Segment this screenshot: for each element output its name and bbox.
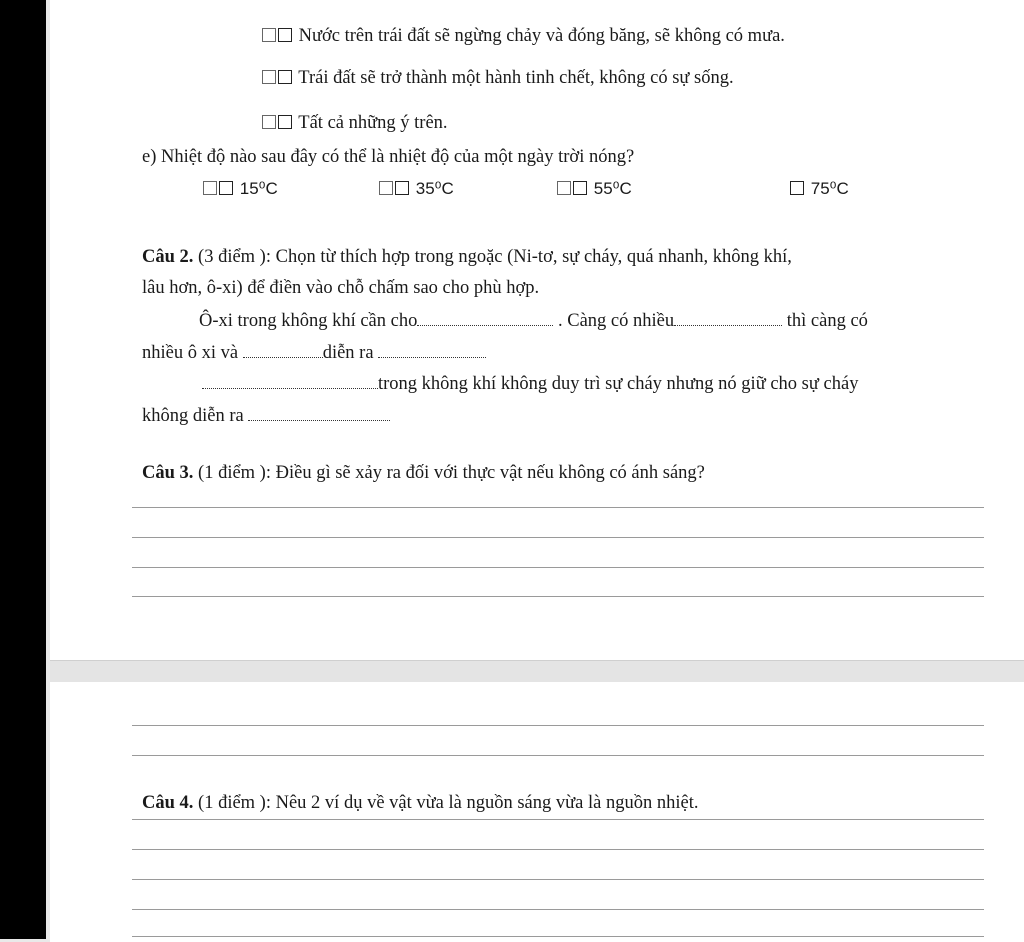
checkbox-icon[interactable] — [395, 181, 409, 195]
option-row — [262, 25, 785, 47]
cau4-label: Câu 4. — [142, 793, 194, 813]
answer-line[interactable] — [132, 909, 984, 910]
line-text: . Càng có nhiều — [558, 311, 675, 331]
answer-line[interactable] — [132, 537, 984, 538]
option-row — [262, 112, 448, 134]
checkbox-icon[interactable] — [219, 181, 233, 195]
checkbox-icon[interactable] — [573, 181, 587, 195]
checkbox-icon[interactable] — [379, 181, 393, 195]
answer-line[interactable] — [132, 596, 984, 597]
temp-option — [790, 178, 849, 200]
answer-line[interactable] — [132, 849, 984, 850]
cau2-line4 — [142, 405, 390, 427]
option-text: Trái đất sẽ trở thành một hành tinh chết, không có sự sống. — [298, 68, 734, 88]
cau4-heading — [142, 792, 698, 814]
cau2-line2 — [142, 342, 486, 364]
temp-label: 75⁰C — [810, 179, 849, 198]
line-text: diễn ra — [322, 343, 374, 363]
cau3-heading — [142, 462, 705, 484]
cau3-text: (1 điểm ): Điều gì sẽ xảy ra đối với thực vật nếu không có ánh sáng? — [198, 463, 705, 483]
checkbox-icon[interactable] — [262, 28, 276, 42]
option-row — [262, 67, 734, 89]
checkbox-icon[interactable] — [278, 70, 292, 84]
temp-option — [379, 178, 454, 200]
checkbox-icon[interactable] — [278, 28, 292, 42]
option-text: Tất cả những ý trên. — [298, 113, 448, 133]
temp-label: 15⁰C — [239, 179, 278, 198]
cau2-text2: lâu hơn, ô-xi) để điền vào chỗ chấm sao cho phù hợp. — [142, 278, 540, 298]
temp-option — [203, 178, 278, 200]
line-text: không diễn ra — [142, 406, 244, 426]
cau3-label: Câu 3. — [142, 463, 194, 483]
blank-field[interactable] — [378, 343, 486, 358]
line-text: nhiều ô xi và — [142, 343, 239, 363]
checkbox-icon[interactable] — [203, 181, 217, 195]
question-e: e) Nhiệt độ nào sau đây có thể là nhiệt độ của một ngày trời nóng? — [142, 147, 635, 167]
answer-line[interactable] — [132, 879, 984, 880]
blank-field[interactable] — [202, 374, 378, 389]
left-black-bar — [0, 0, 46, 939]
page-gap — [50, 660, 1024, 683]
blank-field[interactable] — [243, 343, 323, 358]
option-text: Nước trên trái đất sẽ ngừng chảy và đóng băng, sẽ không có mưa. — [298, 26, 785, 46]
temp-label: 35⁰C — [415, 179, 454, 198]
cau2-line1 — [199, 310, 868, 332]
line-text: Ô-xi trong không khí cần cho — [199, 311, 418, 331]
answer-line[interactable] — [132, 507, 984, 508]
answer-line[interactable] — [132, 725, 984, 726]
cau2-line3 — [202, 373, 858, 395]
checkbox-icon[interactable] — [557, 181, 571, 195]
checkbox-icon[interactable] — [262, 70, 276, 84]
cau2-label: Câu 2. — [142, 247, 194, 267]
line-text: thì càng có — [786, 311, 868, 331]
answer-line[interactable] — [132, 936, 984, 937]
cau2-heading — [142, 246, 792, 268]
line-text: trong không khí không duy trì sự cháy nhưng nó giữ cho sự cháy — [378, 374, 859, 394]
cau2-text: (3 điểm ): Chọn từ thích hợp trong ngoặc (Ni-tơ, sự cháy, quá nhanh, không khí, — [198, 247, 792, 267]
answer-line[interactable] — [132, 567, 984, 568]
temp-option — [557, 178, 632, 200]
answer-line[interactable] — [132, 755, 984, 756]
temp-label: 55⁰C — [593, 179, 632, 198]
answer-line[interactable] — [132, 819, 984, 820]
checkbox-icon[interactable] — [790, 181, 804, 195]
cau4-text: (1 điểm ): Nêu 2 ví dụ về vật vừa là nguồn sáng vừa là nguồn nhiệt. — [198, 793, 699, 813]
checkbox-icon[interactable] — [262, 115, 276, 129]
blank-field[interactable] — [417, 311, 553, 326]
blank-field[interactable] — [248, 406, 390, 421]
checkbox-icon[interactable] — [278, 115, 292, 129]
blank-field[interactable] — [674, 311, 782, 326]
